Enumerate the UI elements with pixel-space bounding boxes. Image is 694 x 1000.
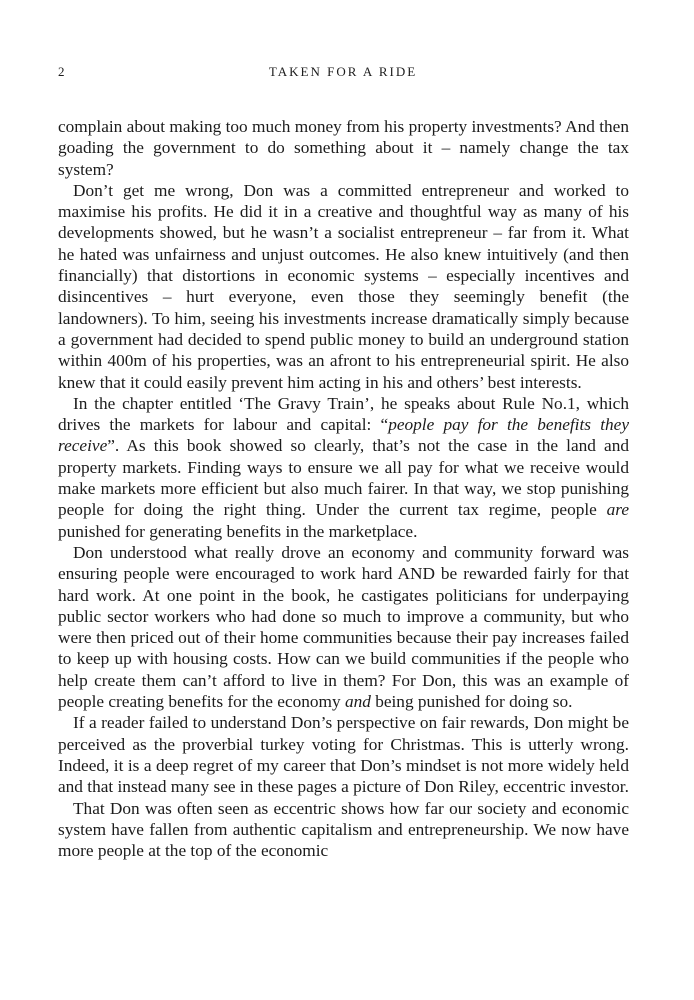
- running-header: [58, 64, 628, 84]
- text-run: In the chapter entitled ‘The Gravy Train’, he speaks about Rule No.1, which drives the markets for labour and capital: “: [58, 393, 629, 435]
- paragraph: [58, 180, 629, 393]
- paragraph: [58, 116, 629, 180]
- paragraph: [58, 798, 629, 862]
- text-run: being punished for doing so.: [370, 692, 573, 712]
- text-run: punished for generating benefits in the marketplace.: [58, 521, 418, 541]
- text-run: ”. As this book showed so clearly, that’s not the case in the land and property markets. Finding ways to ensure we all pay for what we receive would make markets more efficient but also much fairer. In that way, we stop punishing people for doing the right thing. Under the current tax regime, people: [58, 436, 629, 520]
- body-text: [58, 116, 629, 861]
- italic-text: people pay for the benefits they receive: [58, 415, 629, 456]
- text-run: complain about making too much money from his property investments? And then goading the government to do something about it – namely change the tax system?: [58, 117, 629, 179]
- text-run: If a reader failed to understand Don’s perspective on fair rewards, Don might be perceived as the proverbial turkey voting for Christmas. This is utterly wrong. Indeed, it is a deep regret of my career that Don’s mindset is not more widely held and that instead many see in these pages a picture of Don Riley, eccentric investor.: [58, 713, 629, 797]
- paragraph: [58, 393, 629, 542]
- text-run: Don understood what really drove an economy and community forward was ensuring people were encouraged to work hard AND be rewarded fairly for that hard work. At one point in the book, he castigates politicians for underpaying public sector workers who had done so much to improve a community, but who were then priced out of their home communities because their pay increases failed to keep up with housing costs. How can we build communities if the people who help create them can’t afford to live in them? For Don, this was an example of people creating benefits for the economy: [58, 542, 629, 712]
- text-run: Don’t get me wrong, Don was a committed entrepreneur and worked to maximise his profits. He did it in a creative and thoughtful way as many of his developments showed, but he wasn’t a socialist entrepreneur – far from it. What he hated was unfairness and unjust outcomes. He also knew intuitively (and then financially) that distortions in economic systems – especially incentives and disincentives – hurt everyone, even those they seemingly benefit (the landowners). To him, seeing his investments increase dramatically simply because a government had decided to spend public money to build an underground station within 400m of his properties, was an afront to his entrepreneurial spirit. He also knew that it could easily prevent him acting in his and others’ best interests.: [58, 180, 629, 392]
- paragraph: [58, 542, 629, 712]
- italic-text: and: [344, 692, 371, 712]
- paragraph: [58, 712, 629, 797]
- italic-text: are: [606, 500, 629, 520]
- text-run: That Don was often seen as eccentric shows how far our society and economic system have fallen from authentic capitalism and entrepreneurship. We now have more people at the top of the economic: [58, 798, 629, 861]
- page-number: 2: [58, 64, 65, 79]
- running-title: TAKEN FOR A RIDE: [268, 64, 418, 79]
